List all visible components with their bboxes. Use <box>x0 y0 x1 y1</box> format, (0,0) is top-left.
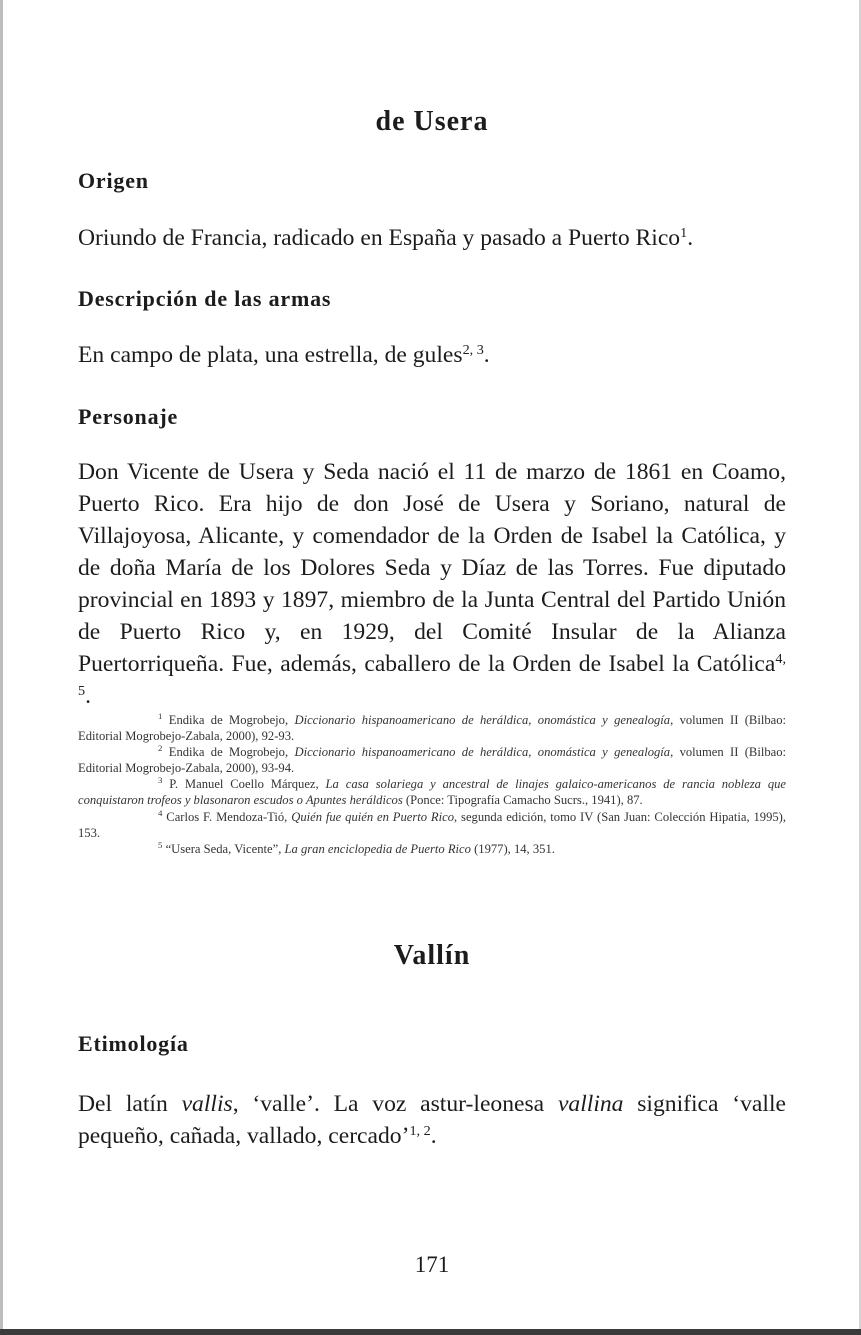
text-descripcion-armas: En campo de plata, una estrella, de gules$^{2, 3}$. <box>78 342 490 368</box>
footnote-ref: 1, 2 <box>409 1123 431 1139</box>
footnote-2: $^2$ Endika de Mogrobejo, Diccionario hispanoamericano de heráldica, onomástica y genealogía, volumen II (Bilbao: Editorial Mogrobejo-Zabala, 2000), 93-94. <box>78 743 787 776</box>
page-number: 171 <box>414 1252 450 1277</box>
heading-etimologia: Etimología <box>78 1031 189 1056</box>
heading-descripcion-armas: Descripción de las armas <box>78 286 332 311</box>
page-left-edge <box>0 0 3 1335</box>
text-origen: Oriundo de Francia, radicado en España y pasado a Puerto Rico$^1$. <box>78 225 694 251</box>
footnote-5: $^5$ “Usera Seda, Vicente”, La gran enciclopedia de Puerto Rico (1977), 14, 351. <box>158 839 555 856</box>
footnote-3: $^3$ P. Manuel Coello Márquez, La casa solariega y ancestral de linajes galaico-americanos de rancia nobleza que conquistaron trofeos y blasonaron escudos o Apuntes heráldicos (Ponce: Tipografía Camacho Sucrs., 1941), 87. <box>78 775 786 808</box>
footnote-ref: 1 <box>680 225 688 241</box>
heading-personaje: Personaje <box>78 404 179 429</box>
footnote-1: $^1$ Endika de Mogrobejo, Diccionario hispanoamericano de heráldica, onomástica y genealogía, volumen II (Bilbao: Editorial Mogrobejo-Zabala, 2000), 92-93. <box>78 711 787 744</box>
entry-title-de-usera: de Usera <box>375 106 489 137</box>
entry-title-vallin: Vallín <box>393 940 471 971</box>
page-bottom-edge <box>0 1329 861 1335</box>
footnotes <box>78 712 786 857</box>
text-personaje: Don Vicente de Usera y Seda nació el 11 de marzo de 1861 en Coamo, Puerto Rico. Era hijo de don José de Usera y Soriano, natural de Villajoyosa, Alicante, y comendador de la Orden de Isabel la Católica, y de doña María de los Dolores Seda y Díaz de las Torres. Fue diputado provincial en 1893 y 1897, miembro de la Junta Central del Partido Unión de Puerto Rico y, en 1929, del Comité Insular de la Alianza Puertorriqueña. Fue, además, caballero de la Orden de Isabel la Católica$^{4, 5}$. <box>78 459 786 709</box>
footnote-4: $^4$ Carlos F. Mendoza-Tió, Quién fue quién en Puerto Rico, segunda edición, tomo IV (San Juan: Colección Hipatia, 1995), 153. <box>78 807 786 840</box>
footnote-ref: 4, 5 <box>78 651 786 699</box>
text-etimologia: Del latín vallis, ‘valle’. La voz astur-leonesa vallina significa ‘valle pequeño, cañada, vallado, cercado’$^{1, 2}$. <box>78 1091 786 1149</box>
footnote-ref: 2, 3 <box>462 342 484 358</box>
heading-origen: Origen <box>78 168 149 193</box>
